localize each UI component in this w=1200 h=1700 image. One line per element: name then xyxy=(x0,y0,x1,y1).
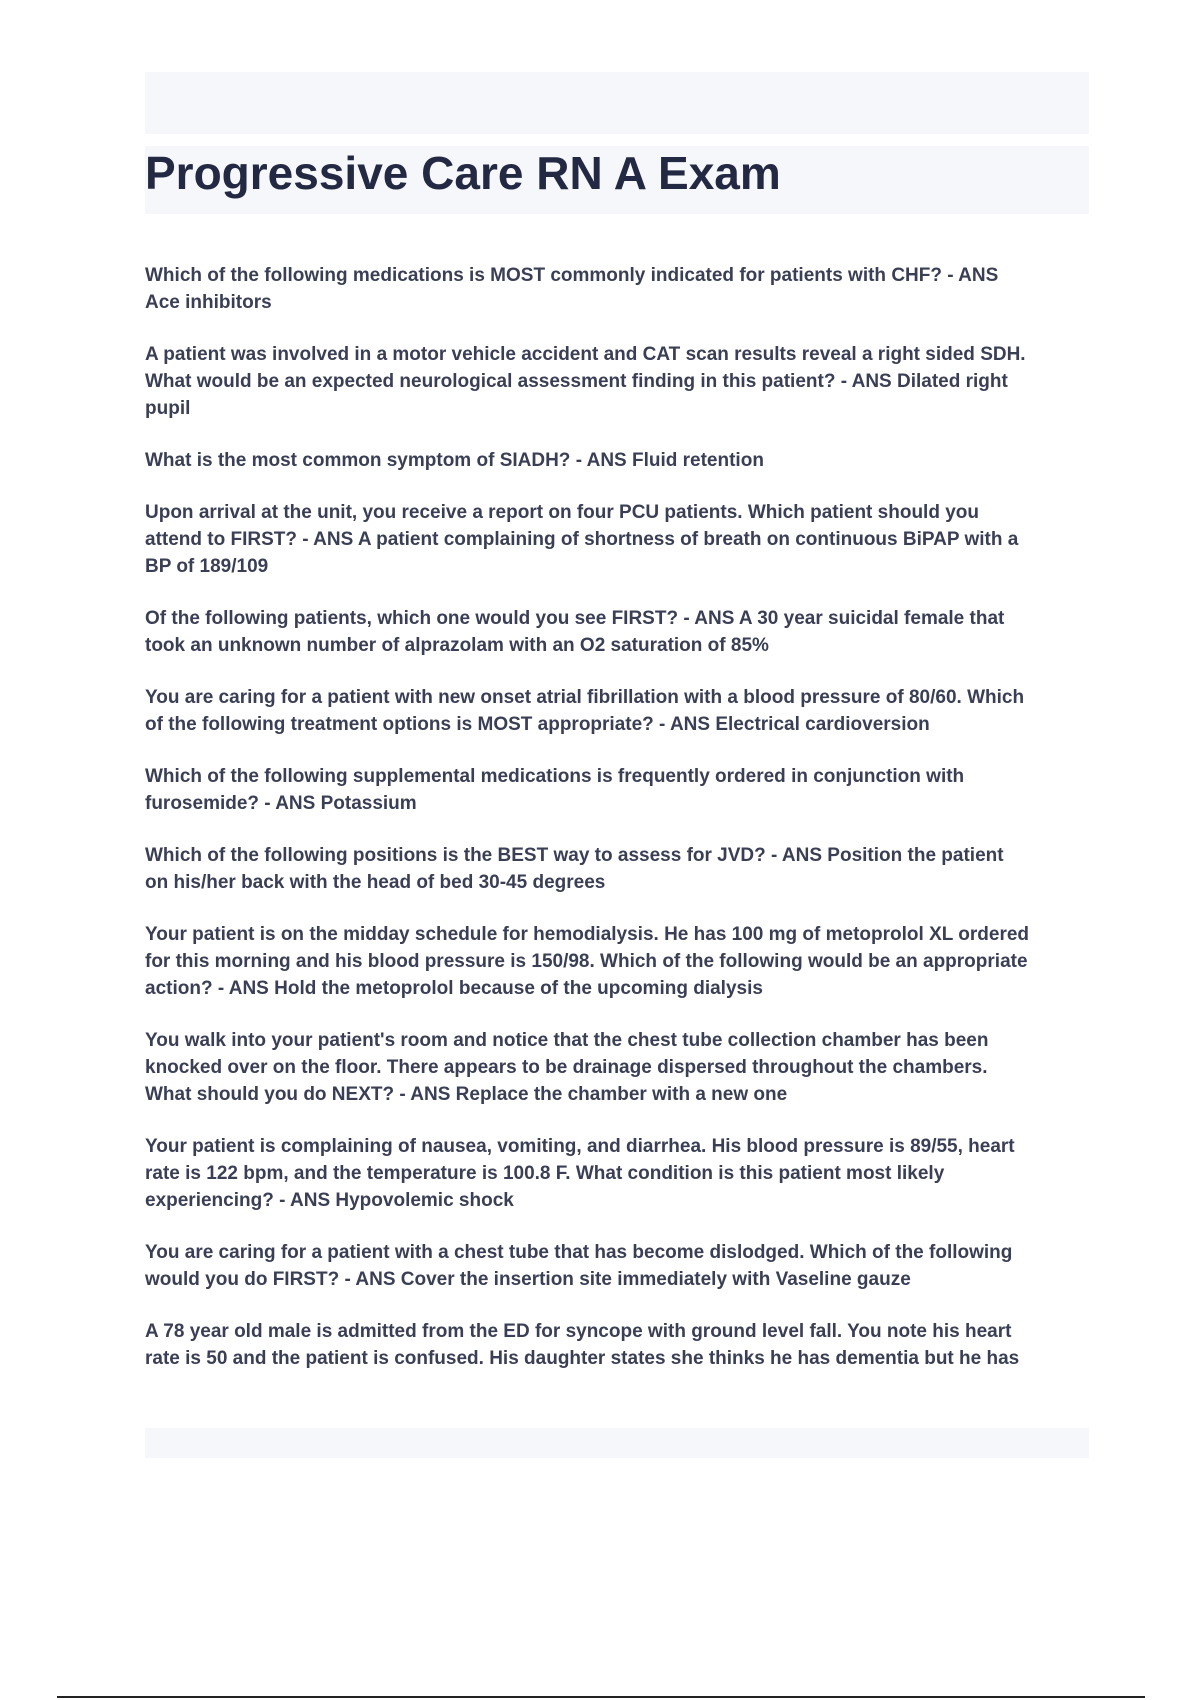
qa-item: Which of the following positions is the BEST way to assess for JVD? - ANS Position the patient on his/her back with the head of bed 30-45 degrees xyxy=(145,845,1004,893)
header-band xyxy=(145,72,1089,134)
qa-item: You are caring for a patient with new onset atrial fibrillation with a blood pressure of 80/60. Which of the following treatment options is MOST appropriate? - ANS Electrical cardioversion xyxy=(145,687,1025,735)
qa-item: Upon arrival at the unit, you receive a report on four PCU patients. Which patient should you attend to FIRST? - ANS A patient complaining of shortness of breath on continuous BiPAP with a BP of 189/109 xyxy=(145,502,1019,577)
qa-item: Which of the following supplemental medications is frequently ordered in conjunction with furosemide? - ANS Potassium xyxy=(145,766,965,814)
qa-item: Your patient is on the midday schedule for hemodialysis. He has 100 mg of metoprolol XL ordered for this morning and his blood pressure is 150/98. Which of the following would be an appropriate action? - ANS Hold the metoprolol because of the upcoming dialysis xyxy=(145,924,1030,999)
qa-item: A patient was involved in a motor vehicle accident and CAT scan results reveal a right sided SDH. What would be an expected neurological assessment finding in this patient? - ANS Dilated right pupil xyxy=(145,344,1026,419)
qa-item: Of the following patients, which one would you see FIRST? - ANS A 30 year suicidal female that took an unknown number of alprazolam with an O2 saturation of 85% xyxy=(145,608,1005,656)
qa-item: Your patient is complaining of nausea, vomiting, and diarrhea. His blood pressure is 89/55, heart rate is 122 bpm, and the temperature is 100.8 F. What condition is this patient most likely experiencing? - ANS Hypovolemic shock xyxy=(145,1136,1015,1211)
qa-item: A 78 year old male is admitted from the ED for syncope with ground level fall. You note his heart rate is 50 and the patient is confused. His daughter states she thinks he has dementia but he has xyxy=(145,1321,1020,1369)
qa-item: You are caring for a patient with a chest tube that has become dislodged. Which of the following would you do FIRST? - ANS Cover the insertion site immediately with Vaseline gauze xyxy=(145,1242,1013,1290)
page-title: Progressive Care RN A Exam xyxy=(145,147,781,199)
qa-item: What is the most common symptom of SIADH? - ANS Fluid retention xyxy=(145,450,764,471)
title-band xyxy=(145,146,1089,214)
qa-item: Which of the following medications is MOST commonly indicated for patients with CHF? - ANS Ace inhibitors xyxy=(145,265,999,313)
qa-item: You walk into your patient's room and notice that the chest tube collection chamber has been knocked over on the floor. There appears to be drainage dispersed throughout the chambers. What should you do NEXT? - ANS Replace the chamber with a new one xyxy=(145,1030,989,1105)
footer-band xyxy=(145,1428,1089,1458)
qa-list xyxy=(145,262,1089,1397)
page-divider xyxy=(57,1696,1145,1698)
